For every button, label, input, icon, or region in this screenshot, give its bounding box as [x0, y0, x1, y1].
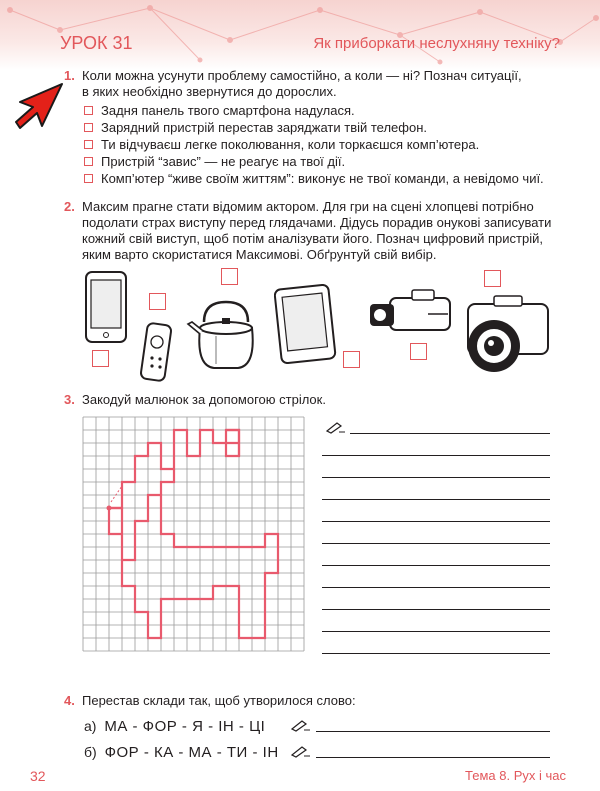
task3-text: Закодуй малюнок за допомогою стрілок. — [82, 392, 326, 407]
answer-box[interactable] — [484, 270, 501, 287]
writing-line[interactable] — [322, 609, 550, 610]
pen-icon — [325, 420, 347, 434]
checkbox[interactable] — [84, 123, 93, 132]
kettle-icon — [186, 294, 266, 374]
checkbox[interactable] — [84, 140, 93, 149]
task1-question-line2: в яких необхідно звернутися до дорослих. — [82, 84, 337, 99]
pen-icon — [290, 744, 312, 758]
task1-option[interactable]: Зарядний пристрій перестав заряджати твій телефон. — [84, 120, 427, 135]
task1-option[interactable]: Пристрій “завис” — не реагує на твої дії. — [84, 154, 345, 169]
writing-line[interactable] — [322, 499, 550, 500]
answer-box[interactable] — [92, 350, 109, 367]
task4-text: Перестав склади так, щоб утворилося слово: — [82, 693, 356, 708]
writing-line[interactable] — [322, 653, 550, 654]
red-arrow-icon — [14, 82, 66, 132]
writing-line[interactable] — [322, 543, 550, 544]
answer-box[interactable] — [149, 293, 166, 310]
pen-icon — [290, 718, 312, 732]
task1-option[interactable]: Ти відчуваєш легке поколювання, коли торкаєшся комп’ютера. — [84, 137, 479, 152]
task3-number: 3. — [64, 392, 75, 407]
task4-item: а) МА - ФОР - Я - ІН - ЦІ — [84, 718, 266, 735]
task1-number: 1. — [64, 68, 75, 83]
task4-number: 4. — [64, 693, 75, 708]
task1-option[interactable]: Задня панель твого смартфона надулася. — [84, 103, 355, 118]
task2-line: яким варто скористатися Максимові. Обґрунтуй свій вибір. — [82, 247, 437, 262]
answer-line[interactable] — [316, 757, 550, 758]
task2-number: 2. — [64, 199, 75, 214]
drawing-grid — [78, 416, 308, 662]
theme-label: Тема 8. Рух і час — [465, 768, 566, 783]
writing-line[interactable] — [322, 455, 550, 456]
task4-item: б) ФОР - КА - МА - ТИ - ІН — [84, 744, 279, 761]
lesson-title: УРОК 31 — [60, 33, 133, 53]
task2-line: Максим прагне стати відомим актором. Для гри на сцені хлопцеві потрібно — [82, 199, 534, 214]
answer-box[interactable] — [221, 268, 238, 285]
writing-line[interactable] — [322, 565, 550, 566]
tablet-icon — [274, 284, 338, 364]
syllables: ФОР - КА - МА - ТИ - ІН — [104, 744, 279, 761]
writing-line[interactable] — [322, 631, 550, 632]
task2-line: кожний свій виступ, щоб потім аналізувати його. Познач цифровий пристрій, — [82, 231, 543, 246]
writing-line[interactable] — [322, 587, 550, 588]
start-point — [107, 506, 112, 511]
photo-camera-icon — [464, 292, 554, 378]
task1-option[interactable]: Комп’ютер “живе своїм життям”: виконує не твої команди, а невідомо чиї. — [84, 171, 544, 186]
remote-control-icon — [138, 322, 176, 384]
answer-line[interactable] — [316, 731, 550, 732]
answer-box[interactable] — [343, 351, 360, 368]
page-number: 32 — [30, 768, 46, 784]
task2-line: подолати страх виступу перед глядачами. Дідусь порадив онукові записувати — [82, 215, 552, 230]
writing-line[interactable] — [322, 477, 550, 478]
checkbox[interactable] — [84, 157, 93, 166]
smartphone-icon — [82, 270, 132, 346]
lesson-topic: Як приборкати неслухняну техніку? — [313, 35, 560, 52]
writing-line[interactable] — [322, 521, 550, 522]
task1-question-line1: Коли можна усунути проблему самостійно, а коли — ні? Познач ситуації, — [82, 68, 522, 83]
syllables: МА - ФОР - Я - ІН - ЦІ — [104, 718, 266, 735]
answer-box[interactable] — [410, 343, 427, 360]
checkbox[interactable] — [84, 106, 93, 115]
checkbox[interactable] — [84, 174, 93, 183]
video-camera-icon — [368, 284, 460, 344]
writing-line[interactable] — [350, 433, 550, 434]
